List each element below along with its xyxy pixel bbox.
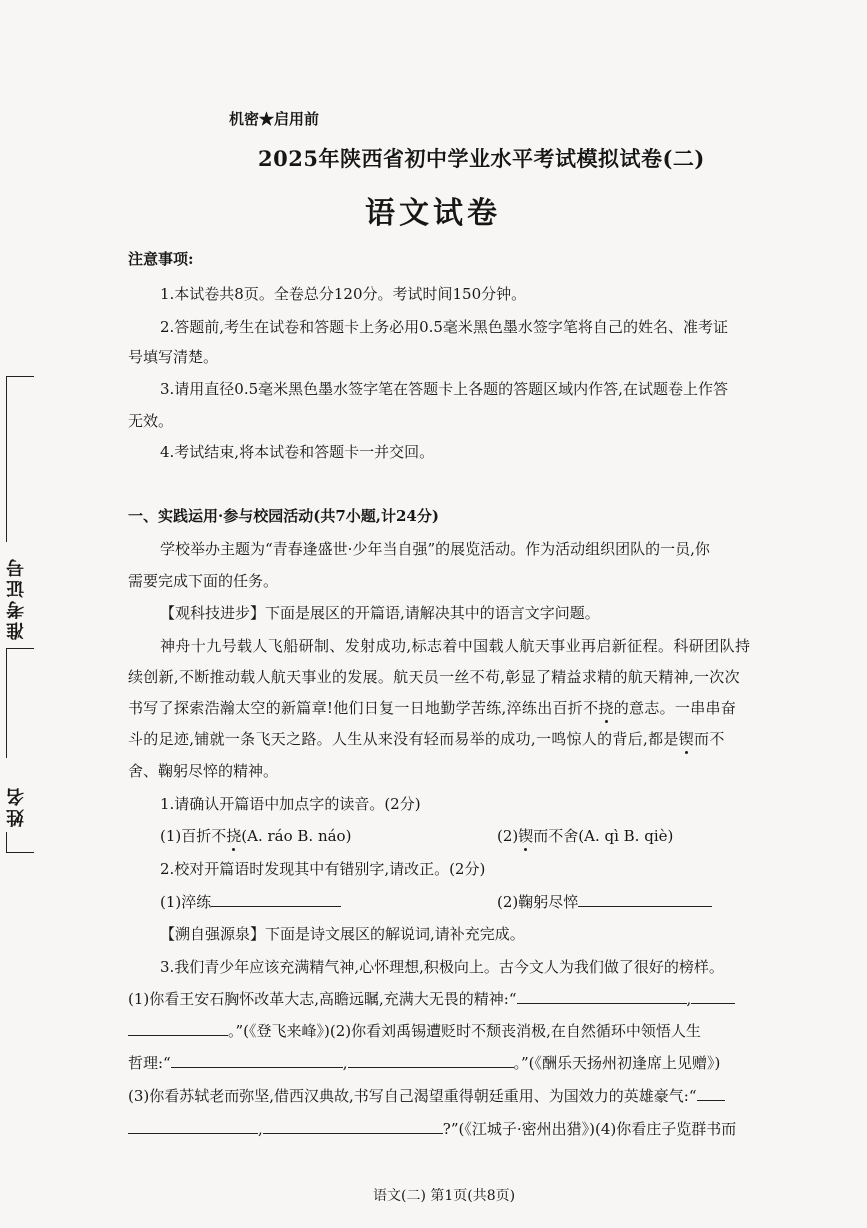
comma: , xyxy=(342,1054,348,1072)
question-2-option-2 xyxy=(497,891,712,912)
confidential-mark: 机密★启用前 xyxy=(229,110,320,128)
binding-tick-bottom xyxy=(6,852,34,853)
q3-l2-text: 。”(《登飞来峰》)(2)你看刘禹锡遭贬时不颓丧消极,在自然循环中领悟人生 xyxy=(228,1022,701,1040)
q2-opt1-text: (1)淬练 xyxy=(160,893,212,911)
binding-line-bottom xyxy=(6,832,7,852)
passage-line-4-a: 斗的足迹,铺就一条飞天之路。人生从来没有轻而易举的成功,一鸣惊人的背后,都是 xyxy=(128,730,679,748)
passage-line-4 xyxy=(128,728,725,749)
binding-line-mid xyxy=(6,648,7,758)
q1-opt1-text: (1)百折不 xyxy=(160,827,227,845)
answer-blank[interactable] xyxy=(578,891,712,907)
question-3-line-1 xyxy=(128,988,735,1009)
question-2-option-1 xyxy=(160,891,341,912)
task2-heading: 【溯自强源泉】下面是诗文展区的解说词,请补充完成。 xyxy=(160,925,525,943)
passage-line-2: 续创新,不断推动载人航天事业的发展。航天员一丝不苟,彰显了精益求精的航天精神,一次次 xyxy=(128,668,740,686)
q3-l3-text-a: 哲理:“ xyxy=(128,1054,171,1072)
q1-opt2-text: (2) xyxy=(497,827,519,845)
question-3-line-5 xyxy=(128,1118,736,1139)
dotted-char-nao: 挠 xyxy=(598,699,614,717)
comma: , xyxy=(258,1120,263,1138)
section1-intro-b: 需要完成下面的任务。 xyxy=(128,572,279,590)
notice-item-1: 1.本试卷共8页。全卷总分120分。考试时间150分钟。 xyxy=(160,285,527,303)
notice-item-4: 4.考试结束,将本试卷和答题卡一并交回。 xyxy=(160,443,435,461)
exam-id-label: 准考证号 xyxy=(6,556,27,640)
passage-line-4-b: 而不 xyxy=(694,730,725,748)
q3-l5-text: ?”(《江城子·密州出猎》)(4)你看庄子览群书而 xyxy=(442,1120,737,1138)
notice-item-2b: 号填写清楚。 xyxy=(128,348,219,366)
page-footer: 语文(二) 第1页(共8页) xyxy=(373,1188,516,1204)
q3-l4-text: (3)你看苏轼老而弥坚,借西汉典故,书写自己渴望重得朝廷重用、为国效力的英雄豪气:“ xyxy=(128,1087,697,1105)
notice-heading: 注意事项: xyxy=(128,250,194,268)
q3-l1-text: (1)你看王安石胸怀改革大志,高瞻远瞩,充满大无畏的精神:“ xyxy=(128,990,517,1008)
question-3-line-2 xyxy=(128,1020,701,1041)
q1-opt2-dotted-char: 锲 xyxy=(518,827,534,845)
task1-heading: 【观科技进步】下面是展区的开篇语,请解决其中的语言文字问题。 xyxy=(160,604,600,622)
passage-line-1: 神舟十九号载人飞船研制、发射成功,标志着中国载人航天事业再启新征程。科研团队持 xyxy=(160,637,751,655)
dotted-char-qie: 锲 xyxy=(678,730,695,748)
notice-item-3a: 3.请用直径0.5毫米黑色墨水签字笔在答题卡上各题的答题区域内作答,在试题卷上作答 xyxy=(160,380,728,398)
question-1: 1.请确认开篇语中加点字的读音。(2分) xyxy=(160,795,421,813)
answer-blank[interactable] xyxy=(128,1020,228,1036)
answer-blank[interactable] xyxy=(263,1118,443,1134)
question-3-line-3 xyxy=(128,1052,720,1073)
answer-blank[interactable] xyxy=(211,891,341,907)
answer-blank[interactable] xyxy=(517,988,687,1004)
passage-line-5: 舍、鞠躬尽悴的精神。 xyxy=(128,762,279,780)
passage-line-3-b: 的意志。一串串奋 xyxy=(613,699,737,717)
exam-title: 2025年陕西省初中学业水平考试模拟试卷(二) xyxy=(258,146,705,171)
answer-blank[interactable] xyxy=(171,1052,343,1068)
binding-line-top xyxy=(6,376,7,542)
section1-intro-a: 学校举办主题为“青春逢盛世·少年当自强”的展览活动。作为活动组织团队的一员,你 xyxy=(160,540,710,558)
answer-blank[interactable] xyxy=(697,1085,725,1101)
comma: , xyxy=(686,990,692,1008)
question-2: 2.校对开篇语时发现其中有错别字,请改正。(2分) xyxy=(160,860,486,878)
passage-line-3 xyxy=(128,697,736,718)
exam-subtitle: 语文试卷 xyxy=(365,196,501,231)
passage-line-3-a: 书写了探索浩瀚太空的新篇章!他们日复一日地勤学苦练,淬练出百折不 xyxy=(128,699,599,717)
answer-blank[interactable] xyxy=(348,1052,514,1068)
q1-opt1-choices: (A. ráo B. náo) xyxy=(241,827,352,845)
question-3-line-4 xyxy=(128,1085,725,1106)
question-1-option-2 xyxy=(497,825,673,846)
binding-tick-mid xyxy=(6,648,34,649)
question-3: 3.我们青少年应该充满精气神,心怀理想,积极向上。古今文人为我们做了很好的榜样。 xyxy=(160,958,724,976)
q3-l3-text-b: 。”(《酬乐天扬州初逢席上见赠》) xyxy=(513,1054,721,1072)
answer-blank[interactable] xyxy=(691,988,735,1004)
q1-opt1-dotted-char: 挠 xyxy=(226,827,242,845)
q2-opt2-text: (2)鞠躬尽悴 xyxy=(497,893,579,911)
notice-item-2a: 2.答题前,考生在试卷和答题卡上务必用0.5毫米黑色墨水签字笔将自己的姓名、准考证 xyxy=(160,318,728,336)
question-1-option-1 xyxy=(160,825,351,846)
binding-tick-top xyxy=(6,376,34,377)
name-label: 姓名 xyxy=(6,785,27,827)
answer-blank[interactable] xyxy=(128,1118,258,1134)
notice-item-3b: 无效。 xyxy=(128,412,174,430)
section1-heading: 一、实践运用·参与校园活动(共7小题,计24分) xyxy=(128,507,439,525)
q1-opt2-choices: 而不舍(A. qì B. qiè) xyxy=(533,827,674,845)
